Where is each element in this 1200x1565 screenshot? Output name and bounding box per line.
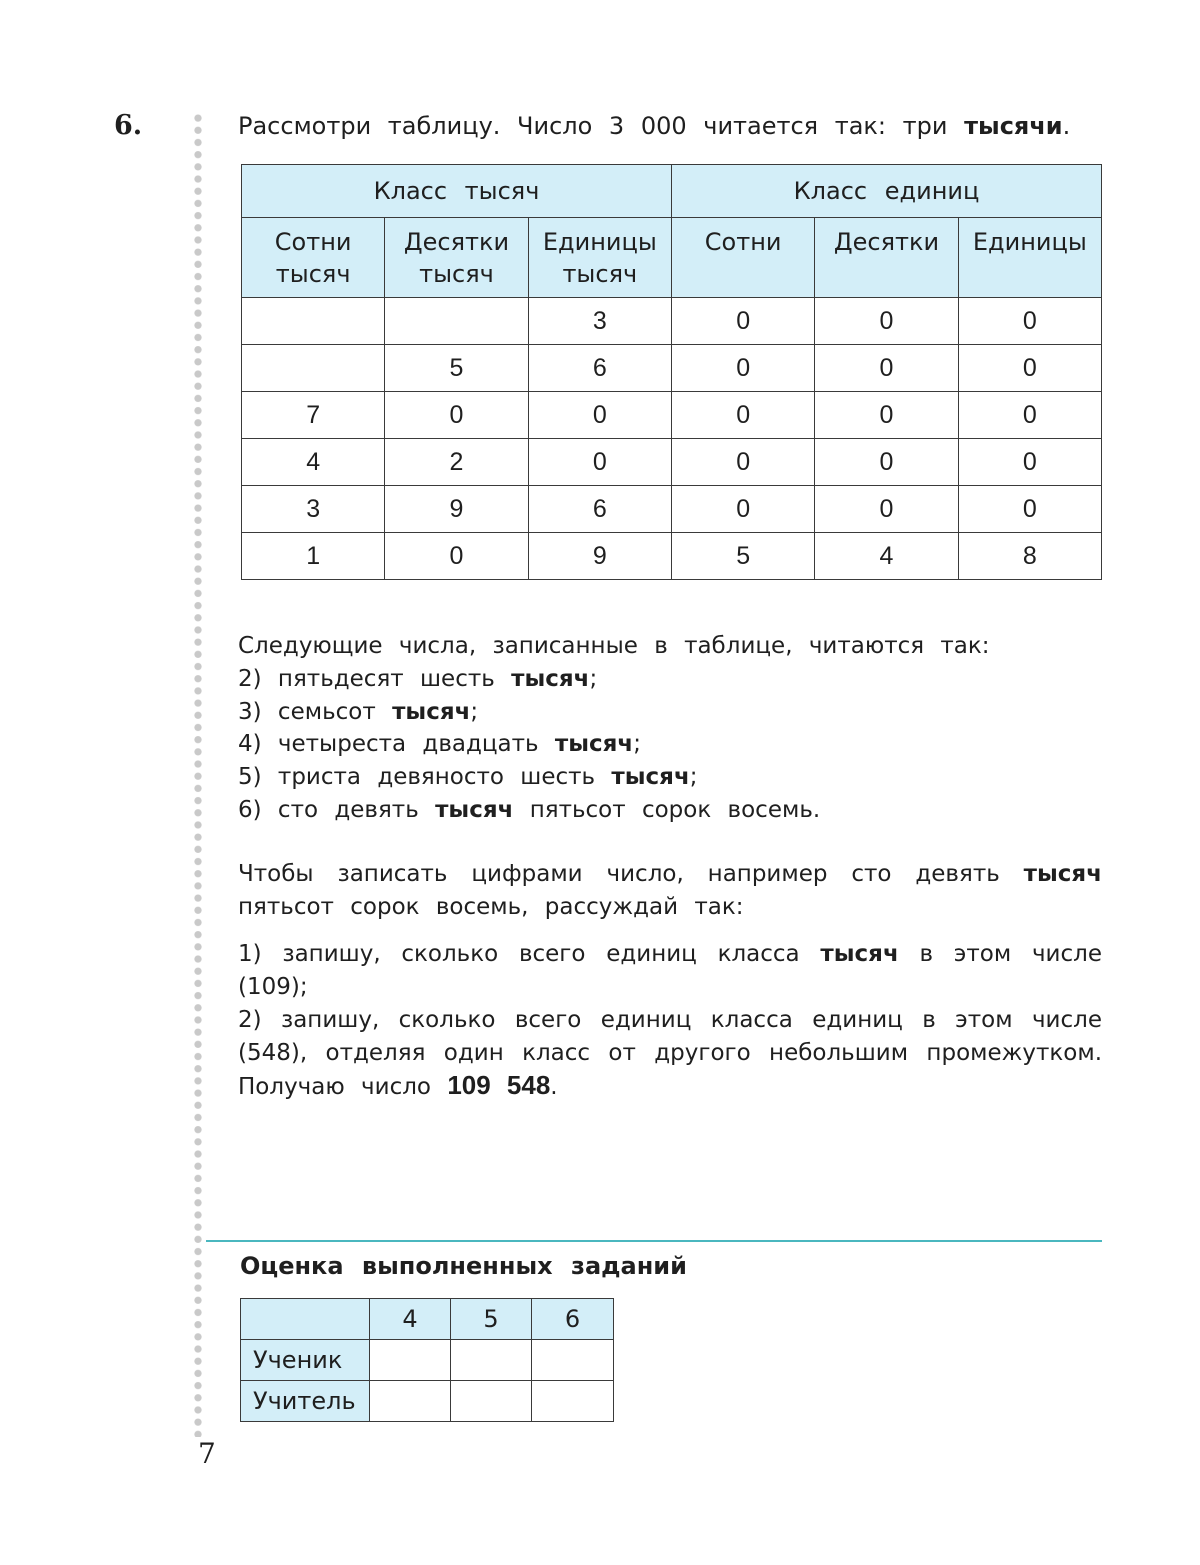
method-step-2 xyxy=(238,1004,1102,1104)
evaluation-input-cell[interactable] xyxy=(532,1340,614,1381)
task-intro xyxy=(238,112,1102,140)
table-row xyxy=(242,439,1102,486)
rank-header xyxy=(385,218,528,298)
method-paragraph-1 xyxy=(238,858,1102,923)
rank-header xyxy=(242,218,385,298)
method-text: пятьсот сорок восемь, рассуждай так: xyxy=(238,893,744,920)
method-text: (109); xyxy=(238,973,308,1000)
intro-text: Рассмотри таблицу. Число 3 000 читается так: три xyxy=(238,112,965,140)
evaluation-column-header: 5 xyxy=(451,1299,532,1340)
table-cell: 6 xyxy=(528,486,671,533)
reading-end: пятьсот сорок восемь. xyxy=(513,796,821,823)
method-text: Чтобы записать цифрами число, например сто девять xyxy=(238,861,1024,887)
method-result-line xyxy=(238,1069,1102,1104)
reading-bold: тысяч xyxy=(392,698,471,725)
reading-item xyxy=(238,794,1102,827)
table-cell: 0 xyxy=(815,486,958,533)
table-cell: 0 xyxy=(958,439,1101,486)
table-cell: 0 xyxy=(958,392,1101,439)
evaluation-table xyxy=(240,1298,614,1422)
table-cell: 0 xyxy=(528,439,671,486)
table-cell xyxy=(242,345,385,392)
evaluation-input-cell[interactable] xyxy=(370,1340,451,1381)
reading-number: 2) xyxy=(238,665,262,692)
reading-text: четыреста двадцать xyxy=(277,731,555,758)
table-cell: 0 xyxy=(815,345,958,392)
evaluation-row xyxy=(241,1340,614,1381)
evaluation-row-label: Учитель xyxy=(241,1381,370,1422)
evaluation-column-header: 4 xyxy=(370,1299,451,1340)
rank-header: Сотни xyxy=(671,218,814,298)
rank-header: Десятки xyxy=(815,218,958,298)
reading-item xyxy=(238,728,1102,761)
method-bold: тысяч xyxy=(820,941,899,967)
reading-number: 5) xyxy=(238,764,262,791)
table-cell: 3 xyxy=(242,486,385,533)
reading-item xyxy=(238,663,1102,696)
readings-lead: Следующие числа, записанные в таблице, читаются так: xyxy=(238,633,990,659)
reading-text: семьсот xyxy=(277,698,393,725)
readings-list xyxy=(238,630,1102,827)
evaluation-row-label: Ученик xyxy=(241,1340,370,1381)
rank-header-row xyxy=(242,218,1102,298)
evaluation-row xyxy=(241,1381,614,1422)
table-cell: 0 xyxy=(385,392,528,439)
reading-end: ; xyxy=(470,698,479,725)
table-cell: 0 xyxy=(958,345,1101,392)
rank-header: Единицы xyxy=(958,218,1101,298)
table-cell: 0 xyxy=(528,392,671,439)
table-cell: 0 xyxy=(671,298,814,345)
table-cell: 0 xyxy=(671,439,814,486)
table-cell xyxy=(385,298,528,345)
evaluation-column-header: 6 xyxy=(532,1299,614,1340)
method-text: в этом числе xyxy=(898,941,1102,967)
dotted-margin-line xyxy=(192,112,204,1437)
table-cell: 0 xyxy=(958,486,1101,533)
rank-header xyxy=(528,218,671,298)
table-cell: 0 xyxy=(671,345,814,392)
rank-header-line: тысяч xyxy=(562,260,638,288)
table-cell: 0 xyxy=(385,533,528,580)
result-number: 109 548 xyxy=(447,1070,551,1101)
reading-text: пятьдесят шесть xyxy=(277,665,512,692)
evaluation-input-cell[interactable] xyxy=(451,1340,532,1381)
reading-number: 4) xyxy=(238,731,262,758)
intro-bold-word: тысячи xyxy=(964,112,1063,140)
table-cell: 7 xyxy=(242,392,385,439)
rank-header-line: тысяч xyxy=(275,260,351,288)
rank-header-line: Единицы xyxy=(542,228,657,256)
table-cell: 6 xyxy=(528,345,671,392)
table-cell: 0 xyxy=(671,392,814,439)
table-row xyxy=(242,486,1102,533)
evaluation-title: Оценка выполненных заданий xyxy=(240,1252,687,1280)
table-cell: 9 xyxy=(528,533,671,580)
table-cell xyxy=(242,298,385,345)
table-cell: 0 xyxy=(815,439,958,486)
table-cell: 2 xyxy=(385,439,528,486)
table-cell: 3 xyxy=(528,298,671,345)
table-cell: 5 xyxy=(385,345,528,392)
intro-end: . xyxy=(1062,112,1071,140)
table-cell: 1 xyxy=(242,533,385,580)
evaluation-header-row xyxy=(241,1299,614,1340)
method-bold: тысяч xyxy=(1023,861,1102,887)
table-row xyxy=(242,298,1102,345)
method-text: 1) запишу, сколько всего единиц класса xyxy=(238,941,821,967)
method-text: 2) запишу, сколько всего единиц класса единиц в этом числе (548), отделяя один класс от другого небольшим промежутком. xyxy=(238,1007,1102,1066)
reading-end: ; xyxy=(633,731,641,758)
evaluation-corner-cell xyxy=(241,1299,370,1340)
reading-item xyxy=(238,761,1102,794)
reading-bold: тысяч xyxy=(611,764,690,791)
reading-item xyxy=(238,696,1102,729)
table-row xyxy=(242,533,1102,580)
evaluation-input-cell[interactable] xyxy=(370,1381,451,1422)
reading-end: ; xyxy=(689,764,698,791)
reading-end: ; xyxy=(589,665,598,692)
class-header-row xyxy=(242,165,1102,218)
section-divider xyxy=(206,1240,1102,1242)
rank-header-line: тысяч xyxy=(419,260,494,288)
reading-bold: тысяч xyxy=(511,665,590,692)
evaluation-input-cell[interactable] xyxy=(451,1381,532,1422)
table-cell: 4 xyxy=(242,439,385,486)
table-cell: 9 xyxy=(385,486,528,533)
table-cell: 0 xyxy=(815,392,958,439)
evaluation-input-cell[interactable] xyxy=(532,1381,614,1422)
method-step-1 xyxy=(238,938,1102,1003)
class-header-units: Класс единиц xyxy=(671,165,1101,218)
reading-bold: тысяч xyxy=(554,731,634,758)
table-cell: 0 xyxy=(671,486,814,533)
table-row xyxy=(242,392,1102,439)
table-cell: 0 xyxy=(958,298,1101,345)
reading-number: 3) xyxy=(238,698,262,725)
table-row xyxy=(242,345,1102,392)
table-cell: 0 xyxy=(815,298,958,345)
table-cell: 4 xyxy=(815,533,958,580)
table-cell: 5 xyxy=(671,533,814,580)
class-header-thousands: Класс тысяч xyxy=(242,165,672,218)
rank-header-line: Десятки xyxy=(403,228,510,256)
rank-header-line: Сотни xyxy=(274,228,352,256)
reading-text: сто девять xyxy=(277,796,436,823)
reading-text: триста девяносто шесть xyxy=(277,764,612,791)
table-cell: 8 xyxy=(958,533,1101,580)
page-number: 7 xyxy=(198,1437,216,1470)
task-number: 6. xyxy=(114,110,143,141)
method-text: Получаю число xyxy=(238,1074,448,1101)
place-value-table xyxy=(241,164,1102,580)
reading-bold: тысяч xyxy=(435,796,514,823)
reading-number: 6) xyxy=(238,796,262,823)
method-text: . xyxy=(550,1074,558,1101)
